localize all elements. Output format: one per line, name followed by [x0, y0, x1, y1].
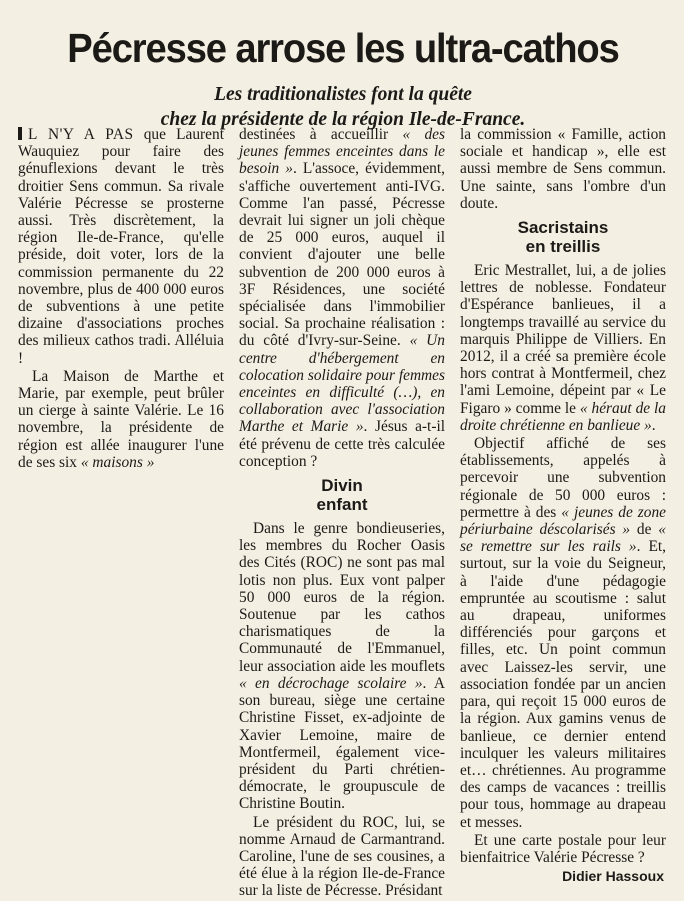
paragraph-text: . L'assoce, évidemment, s'affiche ouvertement anti-IVG. Comme l'an passé, Pécresse devrait lui signer un joli chèque de 25 000 euros, auquel il convient d'ajouter une belle subvention de 200 000 euros à 3F Résidences, une société spécialisée dans l'immobilier social. Sa prochaine réalisation : du côté d'Ivry-sur-Seine.	[239, 160, 445, 350]
column-2	[239, 126, 445, 901]
paragraph-text: de	[630, 521, 652, 539]
paragraph-text: Dans le genre bondieuseries, les membres du Rocher Oasis des Cités (ROC) ne sont pas mal lotis non plus. Eux vont palper 50 000 euros de la région. Soutenue par les cathos charismatiques de la Communauté de l'Emmanuel, leur association aide les mouflets	[239, 520, 445, 675]
subhead-line: en treillis	[525, 237, 601, 257]
paragraph-carte-postale: Et une carte postale pour leur bienfaitrice Valérie Pécresse ?	[460, 831, 666, 866]
paragraph-text: La Maison de Marthe et Marie, par exemple, peut brûler un cierge à sainte Valérie. Le 16 novembre, la présidente de région est allée inaugurer l'une de ses six	[18, 367, 224, 471]
quote: « en décrochage scolaire »	[239, 674, 423, 692]
lead-paragraph-text: que Laurent Wauquiez pour faire des génuflexions devant le très droitier Sens commun. Sa rivale Valérie Pécresse se prosterne aussi. Très discrètement, la région Ile-de-France, qu'elle préside, doit voter, lors de la commission permanente du 22 novembre, plus de 400 000 euros de subventions à une petite dizaine d'associations proches des milieux cathos tradi. Alléluia !	[18, 126, 224, 367]
quote: « héraut de la droite chrétienne en banlieue »	[460, 399, 666, 434]
quote: « maisons »	[80, 453, 155, 471]
quote: « Un centre d'hébergement en colocation solidaire pour femmes enceintes en difficulté (…), en collaboration avec l'association Marthe et Marie »	[239, 332, 445, 436]
subhead-divin-enfant	[239, 476, 445, 514]
quote: « des jeunes femmes enceintes dans le besoin »	[239, 126, 445, 178]
paragraph-continued: la commission « Famille, action sociale et handicap », elle est aussi membre de Sens commun. Une sainte, sans l'ombre d'un doute.	[460, 126, 666, 212]
column-1	[18, 126, 224, 901]
quote: « se remettre sur les rails »	[460, 521, 666, 556]
paragraph-text: . A son bureau, siège une certaine Christine Fisset, ex-adjointe de Xavier Lemoine, maire de Montfermeil, également vice-président du Parti chrétien-démocrate, le groupuscule de Christine Boutin.	[239, 674, 445, 813]
paragraph-text: .	[651, 416, 656, 434]
lead-caps: L N'Y A PAS	[28, 126, 134, 143]
paragraph-continued	[239, 126, 445, 470]
paragraph-text: Objectif affiché de ses établissements, appelés à percevoir une subvention régionale de 50 000 euros : permettre à des	[460, 435, 666, 521]
lead-paragraph	[18, 126, 224, 367]
quote: « jeunes de zone périurbaine déscolarisés »	[460, 503, 666, 539]
paragraph-text: . Jésus a-t-il été prévenu de cette très calculée conception ?	[239, 418, 446, 470]
paragraph-president-roc: Le président du ROC, lui, se nomme Arnaud de Carmantrand. Caroline, l'une de ses cousines, a été élue à la région Ile-de-France sur la liste de Pécresse. Présidant	[239, 813, 445, 900]
subhead-line: Sacristains	[517, 218, 609, 238]
byline: Didier Hassoux	[562, 868, 664, 885]
headline: Pécresse arrose les ultra-cathos	[67, 25, 619, 71]
paragraph-roc	[239, 520, 445, 812]
deck-line-1: Les traditionalistes font la quête	[214, 84, 472, 105]
article-columns	[18, 126, 668, 901]
paragraph-mestrallet	[460, 262, 666, 434]
subhead-line: Divin	[321, 476, 363, 496]
deck-line-2: chez la présidente de la région Ile-de-France.	[160, 109, 526, 130]
paragraph-text: Eric Mestrallet, lui, a de jolies lettres de noblesse. Fondateur d'Espérance banlieues, il a longtemps travaillé au service du marquis Philippe de Villiers. En 2012, il a créé sa première école hors contrat à Montfermeil, chez l'ami Lemoine, dépeint par « Le Figaro » comme le	[460, 262, 666, 417]
subhead-line: enfant	[316, 495, 368, 515]
paragraph-objectif	[460, 435, 666, 831]
subhead-sacristains	[460, 218, 666, 256]
deck	[18, 82, 668, 132]
paragraph-text: destinées à accueillir	[239, 126, 389, 143]
column-3	[460, 126, 666, 901]
lead-marker	[18, 127, 22, 140]
paragraph-maison	[18, 368, 224, 471]
paragraph-text: . Et, surtout, sur la voie du Seigneur, à l'aide d'une pédagogie empruntée au scoutisme : salut au drapeau, uniformes différenciés pour garçons et filles, etc. Un point commun avec Laissez-les servir, une association fondée par un ancien para, qui reçoit 15 000 euros de la région. Aux gamins venus de banlieue, ce dernier entend inculquer les valeurs militaires et… chrétiennes. Au programme des camps de vacances : treillis pour tous, hommage au drapeau et messes.	[460, 538, 666, 831]
